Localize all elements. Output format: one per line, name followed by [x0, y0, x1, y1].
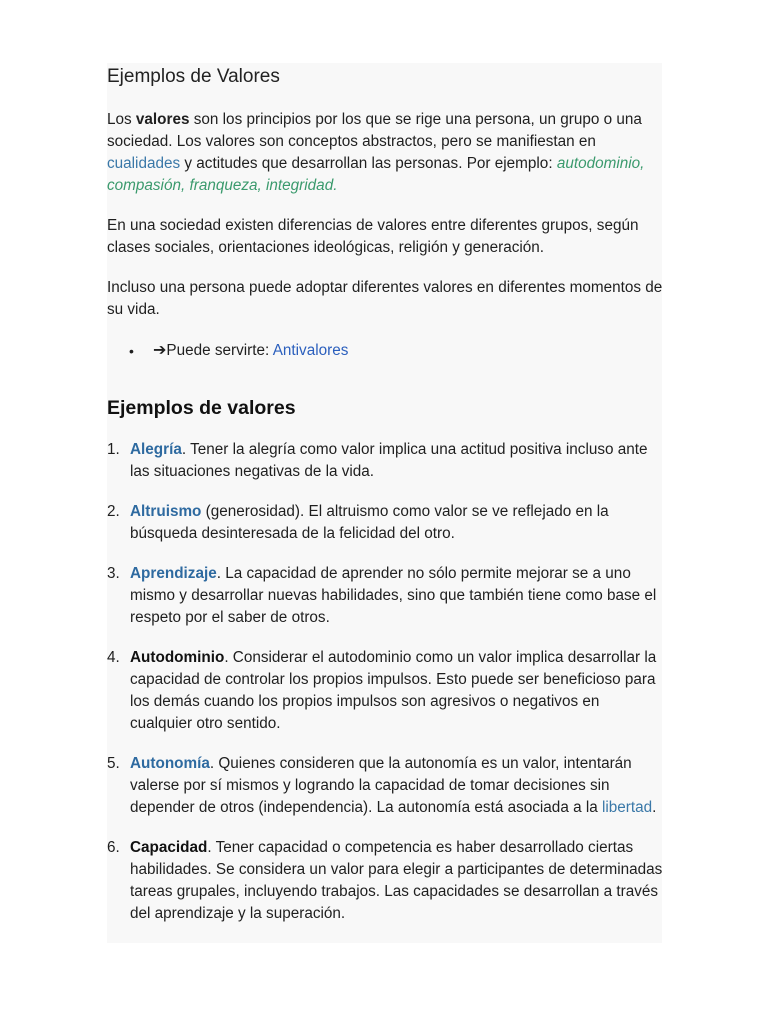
item-number: 4.: [107, 649, 120, 666]
item-number: 6.: [107, 839, 120, 856]
antivalores-link[interactable]: Antivalores: [272, 342, 349, 359]
item-number: 3.: [107, 565, 120, 582]
intro-examples: autodominio, compasión, franqueza, integridad.: [107, 155, 645, 194]
values-list: [107, 439, 665, 925]
list-item: [107, 563, 665, 629]
term-link-autonomia[interactable]: Autonomía: [130, 755, 210, 772]
term-autodominio: Autodominio: [130, 649, 225, 666]
item-number: 1.: [107, 441, 120, 458]
term-link-alegria[interactable]: Alegría: [130, 441, 182, 458]
list-item: [107, 439, 665, 483]
document-title: Ejemplos de Valores: [107, 66, 280, 87]
intro-text-2: y actitudes que desarrollan las personas. Por ejemplo:: [180, 155, 557, 172]
section-heading: Ejemplos de valores: [107, 397, 296, 419]
intro-paragraph: [107, 109, 665, 197]
intro-bold-term: valores: [135, 111, 190, 128]
term-link-altruismo[interactable]: Altruismo: [130, 503, 202, 520]
item-text: . Considerar el autodominio como un valor implica desarrollar la capacidad de controlar los propios impulsos. Esto puede ser beneficioso para los demás cuando los propios impulsos son agresivos o negativos en cualquier otro sentido.: [130, 649, 657, 732]
item-text: . Tener capacidad o competencia es haber desarrollado ciertas habilidades. Se considera un valor para elegir a participantes de determinadas tareas grupales, incluyendo trabajos. Las capacidades se desarrollan a través del aprendizaje y la superación.: [130, 839, 663, 922]
intro-text-1: son los principios por los que se rige una persona, un grupo o una sociedad. Los valores son conceptos abstractos, pero se manifiestan en: [107, 111, 642, 150]
item-text: . Quienes consideren que la autonomía es un valor, intentarán valerse por sí mismos y logrando la capacidad de tomar decisiones sin depender de otros (independencia). La autonomía está asociada a la: [130, 755, 632, 816]
list-item: [107, 647, 665, 735]
libertad-link[interactable]: libertad: [602, 799, 653, 816]
see-also-label: Puede servirte:: [166, 342, 273, 359]
list-item: [107, 501, 665, 545]
see-also-bullet: [107, 340, 665, 362]
intro-lead: Los: [107, 111, 136, 128]
arrow-right-icon: ➔: [153, 342, 167, 359]
item-text: . Tener la alegría como valor implica una actitud positiva incluso ante las situaciones negativas de la vida.: [130, 441, 648, 480]
list-item: [107, 753, 665, 819]
term-link-aprendizaje[interactable]: Aprendizaje: [130, 565, 217, 582]
item-text: (generosidad). El altruismo como valor se ve reflejado en la búsqueda desinteresada de la felicidad del otro.: [130, 503, 609, 542]
item-number: 5.: [107, 755, 120, 772]
item-tail: .: [652, 799, 657, 816]
term-capacidad: Capacidad: [130, 839, 208, 856]
item-text: . La capacidad de aprender no sólo permite mejorar se a uno mismo y desarrollar nuevas habilidades, sino que también tiene como base el respeto por el saber de otros.: [130, 565, 657, 626]
item-number: 2.: [107, 503, 120, 520]
cualidades-link[interactable]: cualidades: [107, 155, 181, 172]
document-content: [107, 63, 665, 943]
list-item: [107, 837, 665, 925]
society-paragraph: En una sociedad existen diferencias de valores entre diferentes grupos, según clases sociales, orientaciones ideológicas, religión y generación.: [107, 217, 639, 256]
person-paragraph: Incluso una persona puede adoptar diferentes valores en diferentes momentos de su vida.: [107, 279, 663, 318]
